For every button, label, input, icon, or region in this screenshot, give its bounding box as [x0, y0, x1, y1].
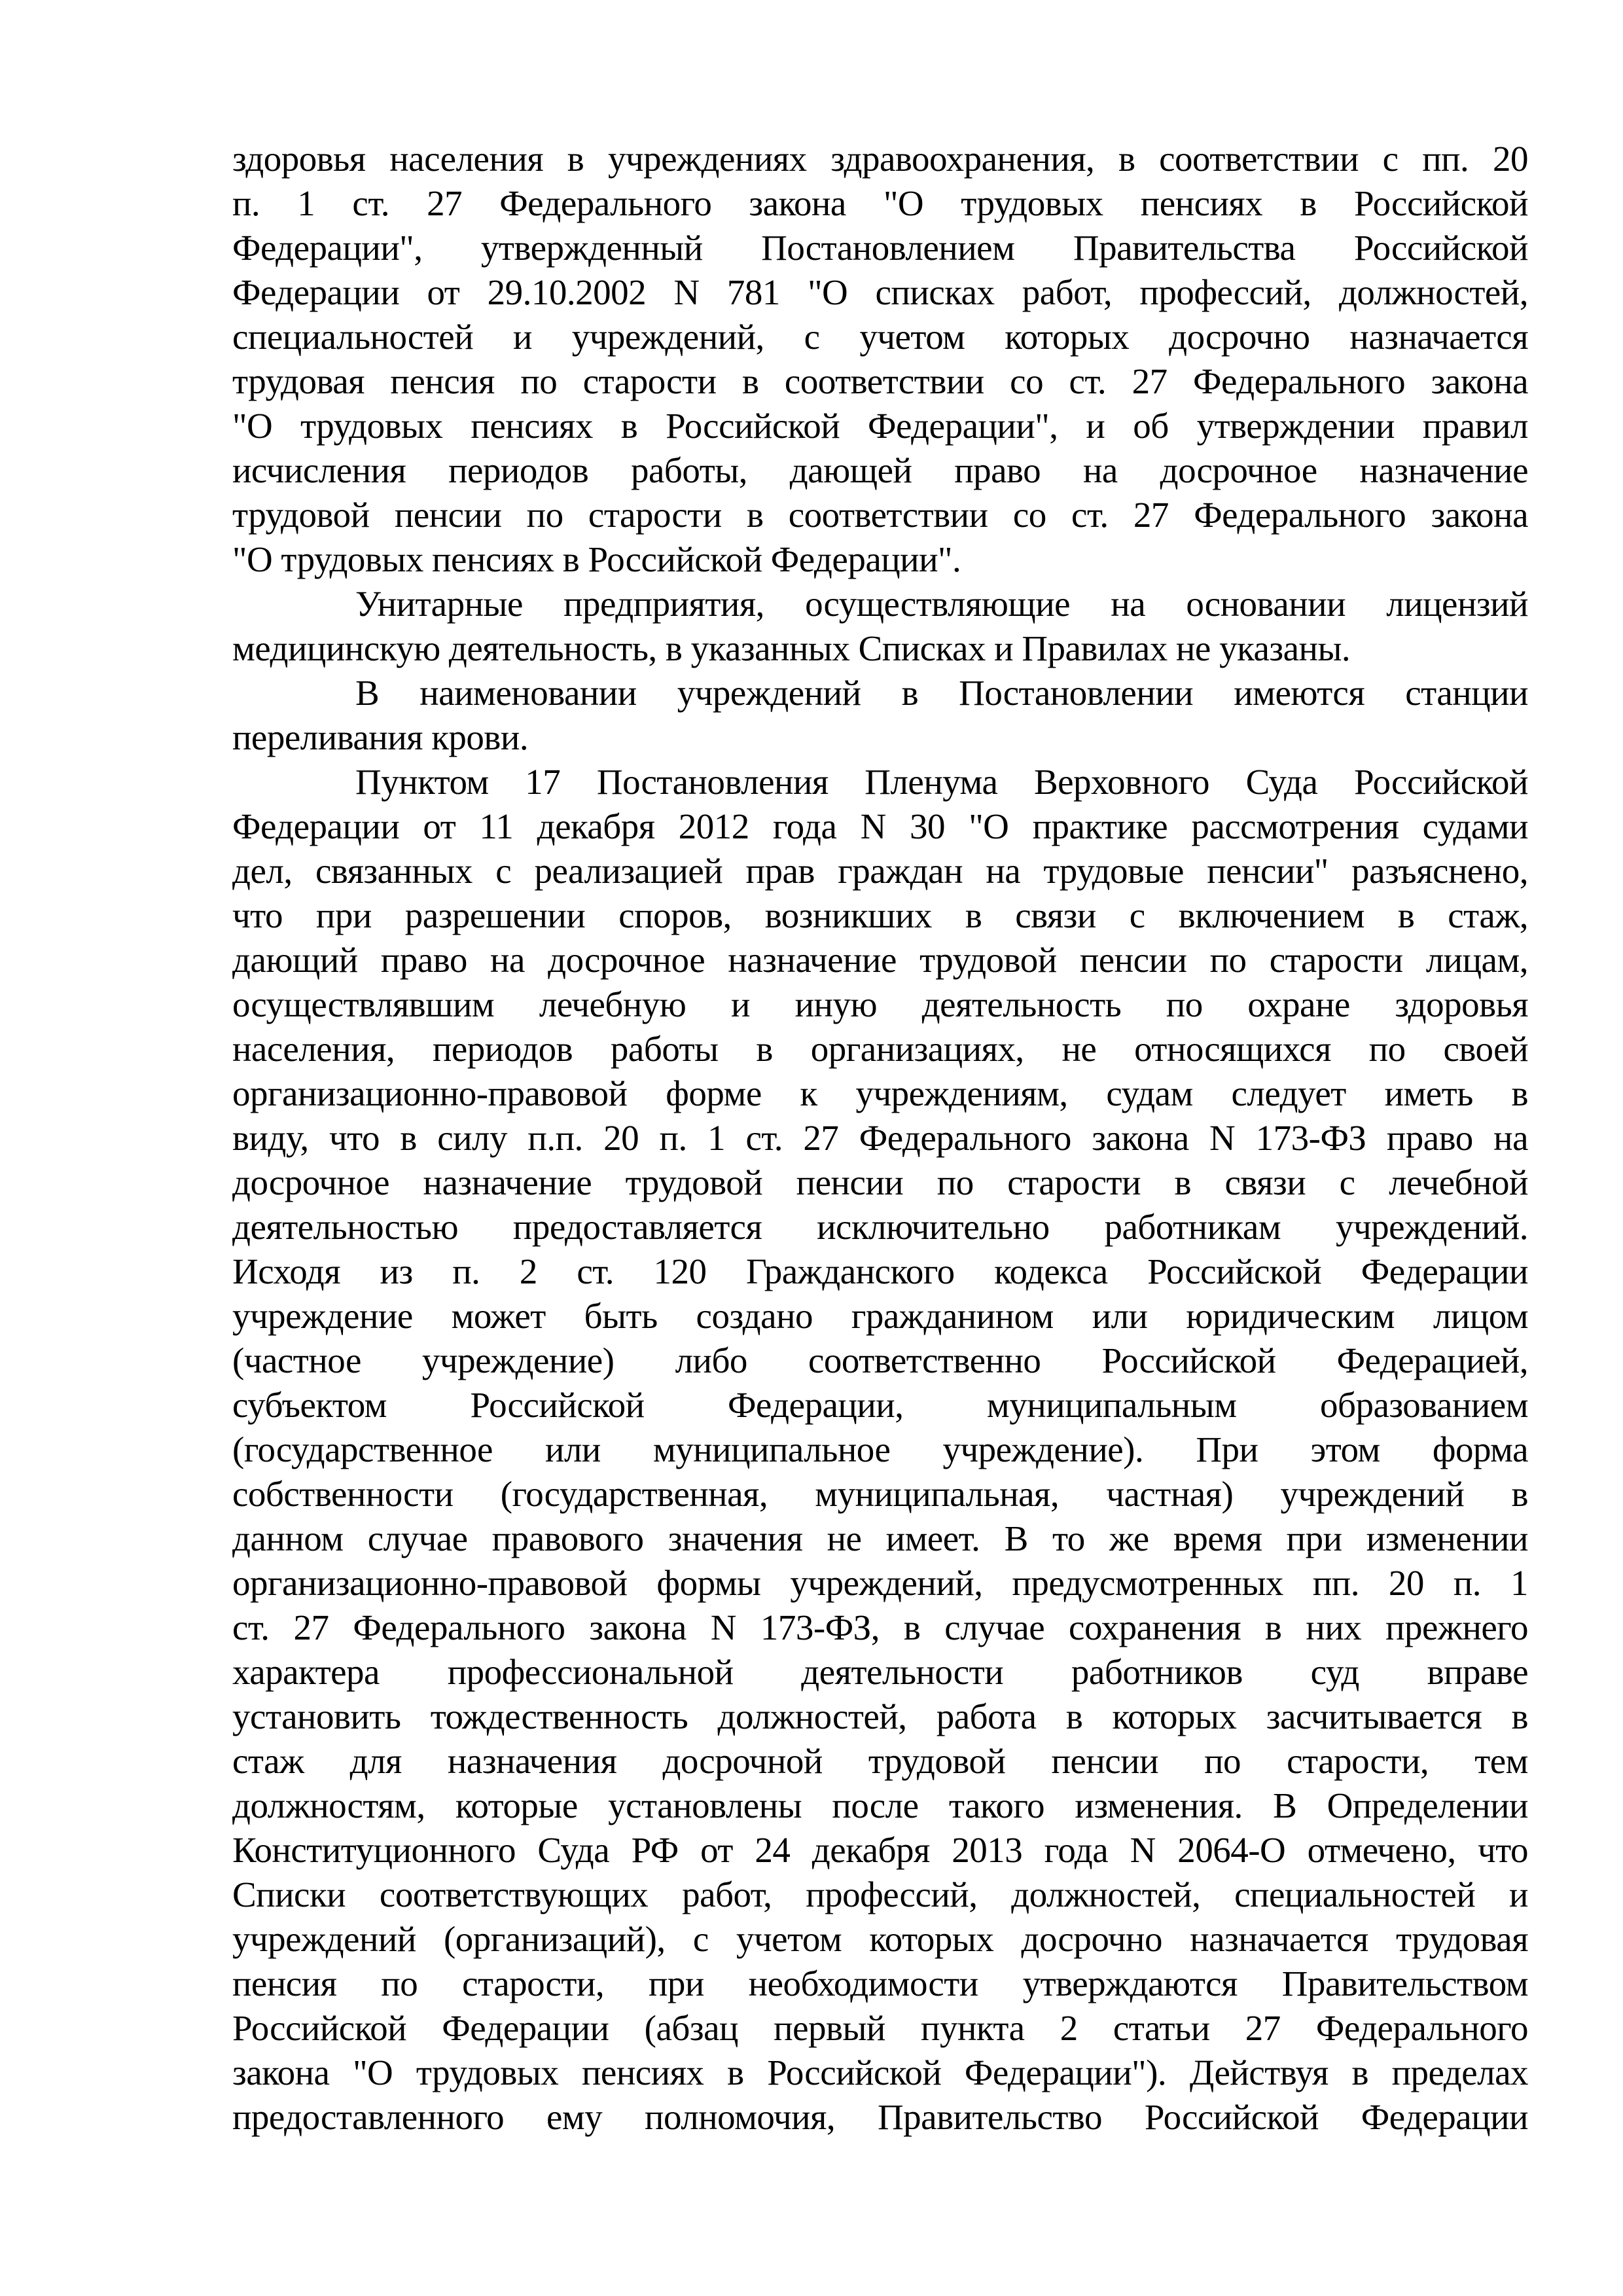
text-line: В наименовании учреждений в Постановлении имеются станции: [355, 673, 1528, 713]
text-line: Федерации", утвержденный Постановлением Правительства Российской: [232, 228, 1528, 268]
text-line: учреждение может быть создано гражданином или юридическим лицом: [232, 1296, 1528, 1336]
text-line: Федерации от 29.10.2002 N 781 "О списках работ, профессий, должностей,: [232, 272, 1528, 312]
text-line: что при разрешении споров, возникших в связи с включением в стаж,: [232, 895, 1528, 935]
text-line: Пунктом 17 Постановления Пленума Верховного Суда Российской: [355, 762, 1528, 802]
text-line: Списки соответствующих работ, профессий, должностей, специальностей и: [232, 1874, 1528, 1914]
text-line: учреждений (организаций), с учетом которых досрочно назначается трудовая: [232, 1919, 1528, 1959]
text-line: Конституционного Суда РФ от 24 декабря 2013 года N 2064-О отмечено, что: [232, 1830, 1528, 1870]
text-line: виду, что в силу п.п. 20 п. 1 ст. 27 Федерального закона N 173-ФЗ право на: [232, 1118, 1528, 1158]
text-line: "О трудовых пенсиях в Российской Федерации", и об утверждении правил: [232, 406, 1528, 446]
document-text: [232, 137, 1528, 2140]
paragraph: [232, 671, 1528, 760]
text-line: дающий право на досрочное назначение трудовой пенсии по старости лицам,: [232, 940, 1528, 980]
text-line: Унитарные предприятия, осуществляющие на основании лицензий: [355, 584, 1528, 624]
text-line: досрочное назначение трудовой пенсии по старости в связи с лечебной: [232, 1162, 1528, 1202]
text-line: организационно-правовой формы учреждений, предусмотренных пп. 20 п. 1: [232, 1563, 1528, 1603]
paragraph: [232, 137, 1528, 582]
text-line: осуществлявшим лечебную и иную деятельность по охране здоровья: [232, 984, 1528, 1024]
paragraph: [232, 760, 1528, 2140]
text-line: дел, связанных с реализацией прав граждан на трудовые пенсии" разъяснено,: [232, 851, 1528, 891]
text-line: "О трудовых пенсиях в Российской Федерации".: [232, 539, 961, 579]
text-line: (государственное или муниципальное учреждение). При этом форма: [232, 1429, 1528, 1469]
text-line: медицинскую деятельность, в указанных Списках и Правилах не указаны.: [232, 628, 1351, 668]
text-line: должностям, которые установлены после такого изменения. В Определении: [232, 1785, 1528, 1825]
text-line: закона "О трудовых пенсиях в Российской Федерации"). Действуя в пределах: [232, 2053, 1528, 2092]
text-line: собственности (государственная, муниципальная, частная) учреждений в: [232, 1474, 1528, 1514]
paragraph: [232, 582, 1528, 671]
text-line: ст. 27 Федерального закона N 173-ФЗ, в случае сохранения в них прежнего: [232, 1607, 1528, 1647]
text-line: трудовой пенсии по старости в соответствии со ст. 27 Федерального закона: [232, 495, 1528, 535]
text-line: населения, периодов работы в организациях, не относящихся по своей: [232, 1029, 1528, 1069]
text-line: установить тождественность должностей, работа в которых засчитывается в: [232, 1696, 1528, 1736]
text-line: пенсия по старости, при необходимости утверждаются Правительством: [232, 1964, 1528, 2003]
text-line: здоровья населения в учреждениях здравоохранения, в соответствии с пп. 20: [232, 139, 1528, 179]
text-line: характера профессиональной деятельности работников суд вправе: [232, 1652, 1528, 1692]
text-line: Федерации от 11 декабря 2012 года N 30 "О практике рассмотрения судами: [232, 806, 1528, 846]
text-line: переливания крови.: [232, 717, 529, 757]
text-line: специальностей и учреждений, с учетом которых досрочно назначается: [232, 317, 1528, 357]
text-line: предоставленного ему полномочия, Правительство Российской Федерации: [232, 2097, 1528, 2137]
text-line: деятельностью предоставляется исключительно работникам учреждений.: [232, 1207, 1528, 1247]
text-line: данном случае правового значения не имеет. В то же время при изменении: [232, 1518, 1528, 1558]
text-line: трудовая пенсия по старости в соответствии со ст. 27 Федерального закона: [232, 361, 1528, 401]
text-line: организационно-правовой форме к учреждениям, судам следует иметь в: [232, 1073, 1528, 1113]
text-line: Российской Федерации (абзац первый пункта 2 статьи 27 Федерального: [232, 2008, 1528, 2048]
text-line: Исходя из п. 2 ст. 120 Гражданского кодекса Российской Федерации: [232, 1251, 1528, 1291]
text-line: п. 1 ст. 27 Федерального закона "О трудовых пенсиях в Российской: [232, 183, 1528, 223]
text-line: субъектом Российской Федерации, муниципальным образованием: [232, 1385, 1528, 1425]
text-line: исчисления периодов работы, дающей право на досрочное назначение: [232, 450, 1528, 490]
text-line: (частное учреждение) либо соответственно Российской Федерацией,: [232, 1340, 1528, 1380]
text-line: стаж для назначения досрочной трудовой пенсии по старости, тем: [232, 1741, 1528, 1781]
